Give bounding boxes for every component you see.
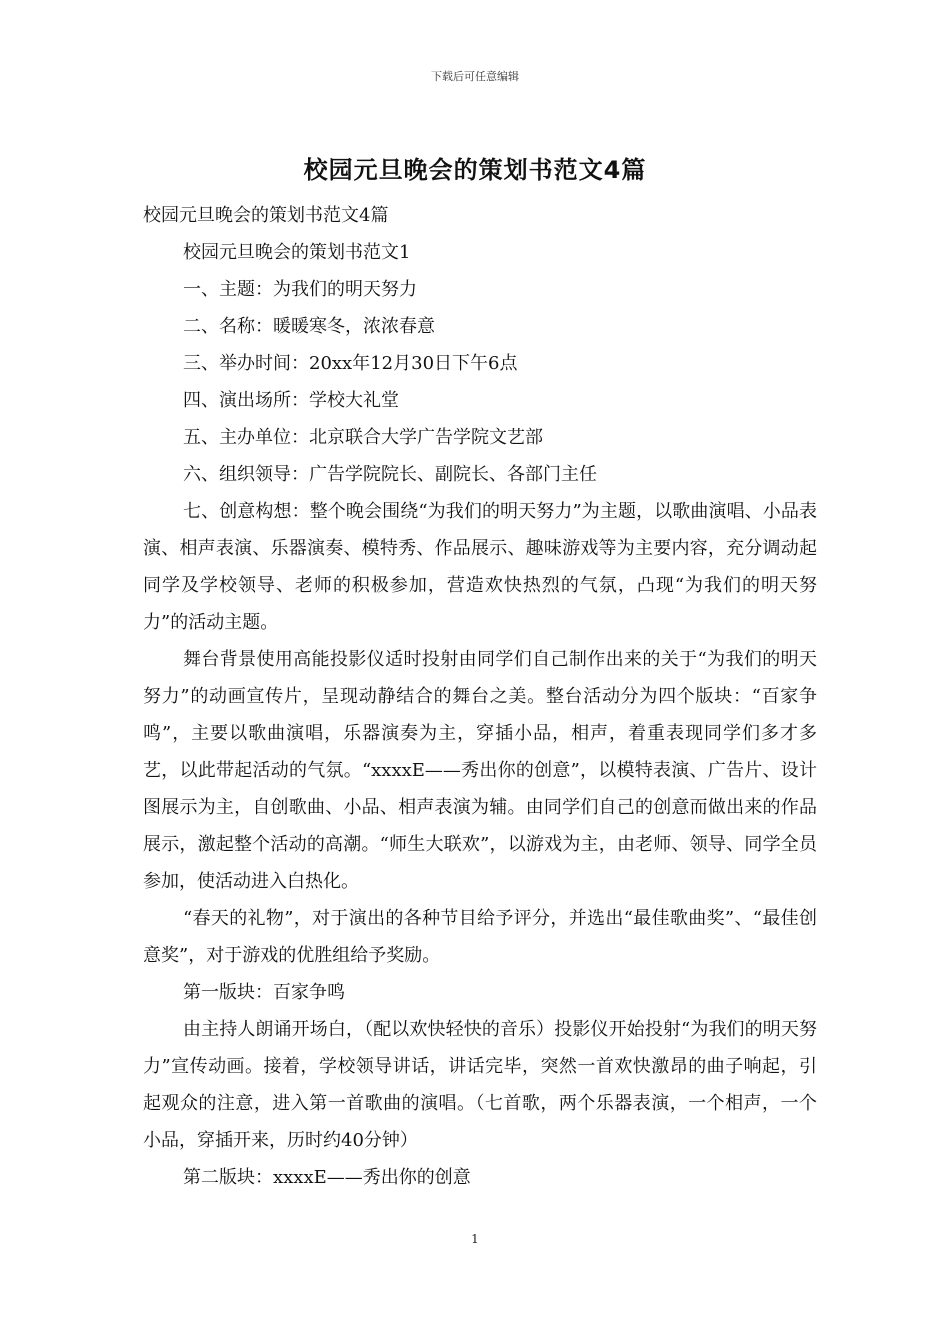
section-part-one: 第一版块：百家争鸣	[183, 982, 345, 1003]
paragraph-creative-concept: 七、创意构想：整个晚会围绕“为我们的明天努力”为主题，以歌曲演唱、小品表演、相声表演、乐器演奏、模特秀、作品展示、趣味游戏等为主要内容，充分调动起同学及学校领导、老师的积极参加，营造欢快热烈的气氛，凸现“为我们的明天努力”的活动主题。	[143, 501, 817, 633]
item-venue: 四、演出场所：学校大礼堂	[183, 390, 399, 411]
document-title: 校园元旦晚会的策划书范文4篇	[303, 156, 647, 184]
item-organizer: 五、主办单位：北京联合大学广告学院文艺部	[183, 427, 543, 448]
item-theme: 一、主题：为我们的明天努力	[183, 279, 417, 300]
section-heading: 校园元旦晚会的策划书范文1	[183, 242, 411, 263]
item-name: 二、名称：暖暖寒冬，浓浓春意	[183, 316, 435, 337]
page-header-note: 下载后可任意编辑	[431, 70, 519, 83]
item-time: 三、举办时间：20xx年12月30日下午6点	[183, 353, 518, 374]
paragraph-stage-background: 舞台背景使用高能投影仪适时投射由同学们自己制作出来的关于“为我们的明天努力”的动画宣传片，呈现动静结合的舞台之美。整台活动分为四个版块：“百家争鸣”，主要以歌曲演唱，乐器演奏为主，穿插小品，相声，着重表现同学们多才多艺，以此带起活动的气氛。“xxxxE——秀出你的创意”，以模特表演、广告片、设计图展示为主，自创歌曲、小品、相声表演为辅。由同学们自己的创意而做出来的作品展示，激起整个活动的高潮。“师生大联欢”，以游戏为主，由老师、领导、同学全员参加，使活动进入白热化。	[143, 649, 817, 892]
paragraph-part-one-detail: 由主持人朗诵开场白，（配以欢快轻快的音乐）投影仪开始投射“为我们的明天努力”宣传动画。接着，学校领导讲话，讲话完毕，突然一首欢快激昂的曲子响起，引起观众的注意，进入第一首歌曲的演唱。（七首歌，两个乐器表演，一个相声，一个小品，穿插开来，历时约40分钟）	[143, 1019, 817, 1151]
item-leadership: 六、组织领导：广告学院院长、副院长、各部门主任	[183, 464, 597, 485]
paragraph-awards: “春天的礼物”，对于演出的各种节目给予评分，并选出“最佳歌曲奖”、“最佳创意奖”，对于游戏的优胜组给予奖励。	[143, 908, 817, 966]
page-number: 1	[471, 1232, 479, 1246]
document-subtitle: 校园元旦晚会的策划书范文4篇	[143, 205, 389, 226]
document-body	[143, 197, 817, 1196]
section-part-two: 第二版块：xxxxE——秀出你的创意	[183, 1167, 471, 1188]
